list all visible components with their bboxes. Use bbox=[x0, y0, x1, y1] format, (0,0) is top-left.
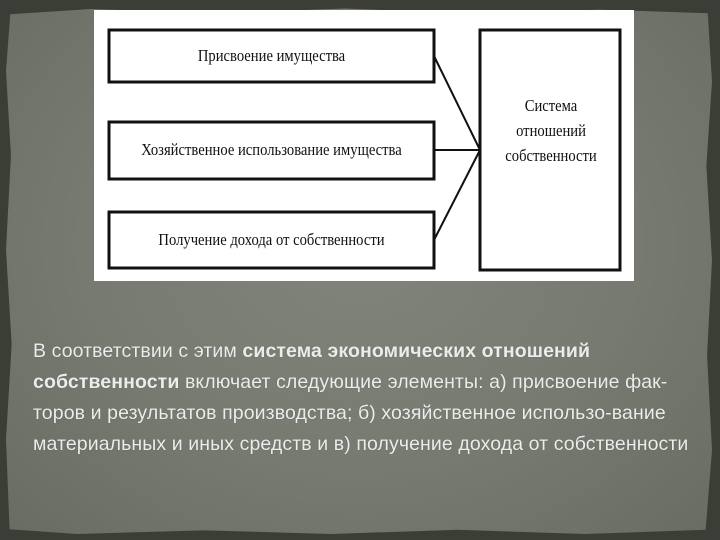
box-economic-use-label: Хозяйственное использование имущества bbox=[141, 140, 402, 159]
paragraph-rest: включает следующие элементы: а) присвоение фак-торов и результатов производства; б) хозяйственное использо-вание материальных и иных средств и в) получение дохода от собственности bbox=[33, 371, 689, 455]
connector-bottom bbox=[434, 150, 480, 240]
box-system-line: собственности bbox=[505, 146, 597, 165]
connector-top bbox=[434, 56, 480, 150]
box-system-label bbox=[492, 93, 611, 168]
body-paragraph bbox=[33, 336, 693, 460]
box-appropriation-label: Присвоение имущества bbox=[197, 46, 346, 65]
box-system-line: отношений bbox=[516, 121, 586, 140]
box-system-line: Система bbox=[524, 96, 578, 115]
paragraph-bold-term: система экономических отношений собственности bbox=[33, 340, 591, 393]
diagram bbox=[94, 10, 634, 281]
paragraph-intro: В соответствии с этим bbox=[33, 340, 243, 362]
box-income-label: Получение дохода от собственности bbox=[158, 230, 385, 249]
